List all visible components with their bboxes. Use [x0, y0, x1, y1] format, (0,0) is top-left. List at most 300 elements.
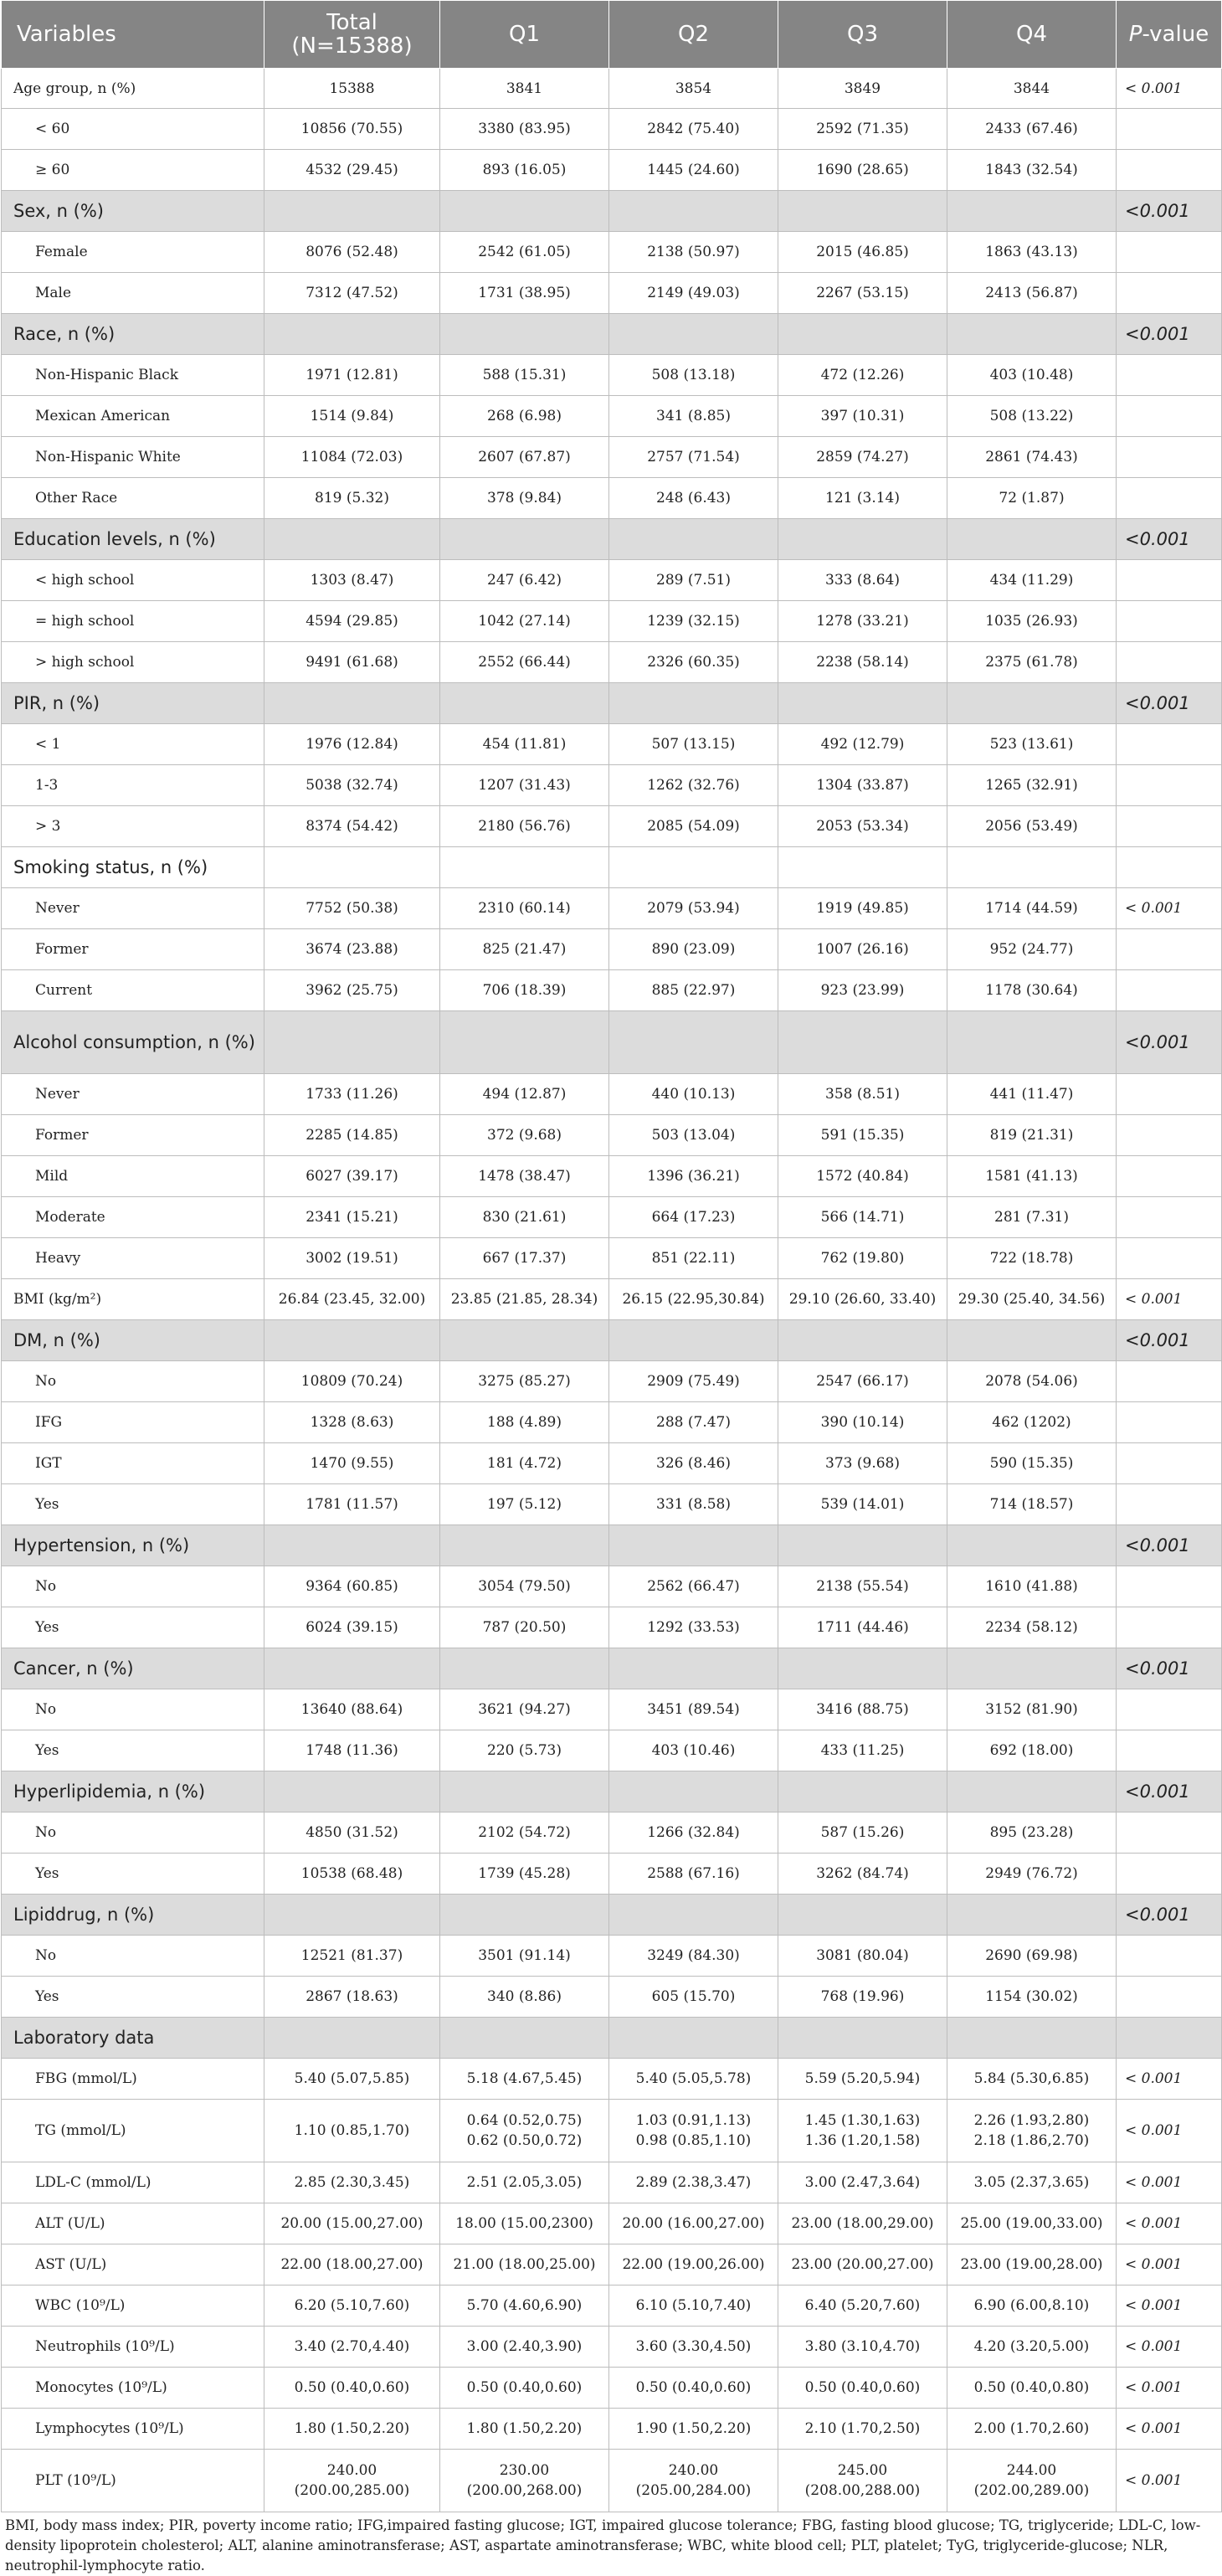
total-cell: 13640 (88.64): [264, 1689, 440, 1730]
row-label: Yes: [2, 1977, 264, 2018]
q1-cell: 1731 (38.95): [440, 273, 609, 314]
table-row: [2, 2409, 1222, 2450]
q4-cell: [947, 2018, 1117, 2059]
total-cell: 10809 (70.24): [264, 1361, 440, 1402]
q4-cell: 1610 (41.88): [947, 1566, 1117, 1607]
p-value-cell: [1117, 560, 1222, 601]
total-cell: 4532 (29.45): [264, 150, 440, 191]
table-row: [2, 191, 1222, 232]
total-cell: 1328 (8.63): [264, 1402, 440, 1443]
total-cell: 4594 (29.85): [264, 601, 440, 642]
header-row: [2, 1, 1222, 69]
q3-cell: 3081 (80.04): [778, 1936, 947, 1977]
q3-cell: 2238 (58.14): [778, 642, 947, 683]
total-cell: 1733 (11.26): [264, 1074, 440, 1115]
q3-cell: 2267 (53.15): [778, 273, 947, 314]
table-row: [2, 1361, 1222, 1402]
q2-cell: 289 (7.51): [609, 560, 778, 601]
total-cell: [264, 1011, 440, 1074]
total-cell: 5.40 (5.07,5.85): [264, 2059, 440, 2100]
q2-cell: 403 (10.46): [609, 1730, 778, 1771]
q3-cell: [778, 1771, 947, 1812]
table-row: [2, 1074, 1222, 1115]
q4-cell: 590 (15.35): [947, 1443, 1117, 1484]
total-cell: 10856 (70.55): [264, 109, 440, 150]
p-value-cell: <0.001: [1117, 191, 1222, 232]
q1-cell: 220 (5.73): [440, 1730, 609, 1771]
q2-cell: 890 (23.09): [609, 929, 778, 970]
q2-cell: 1239 (32.15): [609, 601, 778, 642]
table-row: [2, 2162, 1222, 2203]
row-label: Age group, n (%): [2, 69, 264, 109]
q1-cell: 3380 (83.95): [440, 109, 609, 150]
row-label: AST (U/L): [2, 2244, 264, 2285]
q1-cell: 1207 (31.43): [440, 765, 609, 806]
q2-cell: 0.50 (0.40,0.60): [609, 2368, 778, 2409]
q4-cell: 2949 (76.72): [947, 1854, 1117, 1895]
q4-cell: 1581 (41.13): [947, 1156, 1117, 1197]
p-value-cell: [1117, 355, 1222, 396]
p-value-cell: [1117, 1197, 1222, 1238]
table-row: [2, 150, 1222, 191]
q3-cell: 245.00 (208.00,288.00): [778, 2450, 947, 2512]
p-value-cell: [1117, 601, 1222, 642]
q1-cell: [440, 314, 609, 355]
p-value-cell: < 0.001: [1117, 2450, 1222, 2512]
q3-cell: 29.10 (26.60, 33.40): [778, 1279, 947, 1320]
p-value-cell: [1117, 437, 1222, 478]
q2-cell: [609, 683, 778, 724]
q2-cell: 2079 (53.94): [609, 888, 778, 929]
q4-cell: 722 (18.78): [947, 1238, 1117, 1279]
header-q2: Q2: [609, 1, 778, 69]
q4-cell: [947, 1320, 1117, 1361]
row-label: PIR, n (%): [2, 683, 264, 724]
q1-cell: 3275 (85.27): [440, 1361, 609, 1402]
table-row: [2, 1238, 1222, 1279]
p-value-cell: < 0.001: [1117, 2409, 1222, 2450]
q4-cell: 6.90 (6.00,8.10): [947, 2285, 1117, 2327]
p-value-cell: <0.001: [1117, 519, 1222, 560]
p-value-cell: < 0.001: [1117, 2244, 1222, 2285]
header-p-value: P-value: [1117, 1, 1222, 69]
row-label: Heavy: [2, 1238, 264, 1279]
total-cell: 9491 (61.68): [264, 642, 440, 683]
p-value-cell: <0.001: [1117, 1771, 1222, 1812]
q3-cell: [778, 1320, 947, 1361]
row-label: Never: [2, 1074, 264, 1115]
q2-cell: [609, 2018, 778, 2059]
q1-cell: [440, 1648, 609, 1689]
total-cell: 11084 (72.03): [264, 437, 440, 478]
table-row: [2, 109, 1222, 150]
table-row: [2, 847, 1222, 888]
q1-cell: 2102 (54.72): [440, 1812, 609, 1854]
q2-cell: 851 (22.11): [609, 1238, 778, 1279]
q3-cell: 2.10 (1.70,2.50): [778, 2409, 947, 2450]
table-row: [2, 1771, 1222, 1812]
q1-cell: 893 (16.05): [440, 150, 609, 191]
q2-cell: 2085 (54.09): [609, 806, 778, 847]
q3-cell: 472 (12.26): [778, 355, 947, 396]
row-label: Yes: [2, 1854, 264, 1895]
p-value-cell: [1117, 642, 1222, 683]
row-label: < 1: [2, 724, 264, 765]
q2-cell: 1292 (33.53): [609, 1607, 778, 1648]
row-label: WBC (10⁹/L): [2, 2285, 264, 2327]
q1-cell: 372 (9.68): [440, 1115, 609, 1156]
q2-cell: 6.10 (5.10,7.40): [609, 2285, 778, 2327]
q1-cell: [440, 1320, 609, 1361]
p-value-cell: < 0.001: [1117, 2285, 1222, 2327]
p-value-cell: [1117, 1115, 1222, 1156]
total-cell: 6.20 (5.10,7.60): [264, 2285, 440, 2327]
q4-cell: 1714 (44.59): [947, 888, 1117, 929]
total-cell: 7752 (50.38): [264, 888, 440, 929]
row-label: Former: [2, 929, 264, 970]
p-value-cell: [1117, 1812, 1222, 1854]
row-label: No: [2, 1566, 264, 1607]
q3-cell: 768 (19.96): [778, 1977, 947, 2018]
p-value-cell: <0.001: [1117, 314, 1222, 355]
total-cell: 2.85 (2.30,3.45): [264, 2162, 440, 2203]
q1-cell: 2542 (61.05): [440, 232, 609, 273]
q3-cell: 2859 (74.27): [778, 437, 947, 478]
p-value-cell: [1117, 1566, 1222, 1607]
q3-cell: 1007 (26.16): [778, 929, 947, 970]
q1-cell: [440, 191, 609, 232]
total-cell: 819 (5.32): [264, 478, 440, 519]
total-cell: 12521 (81.37): [264, 1936, 440, 1977]
p-value-cell: [1117, 1238, 1222, 1279]
q1-cell: [440, 2018, 609, 2059]
table-row: [2, 765, 1222, 806]
q2-cell: 2562 (66.47): [609, 1566, 778, 1607]
row-label: Cancer, n (%): [2, 1648, 264, 1689]
table-row: [2, 1279, 1222, 1320]
q2-cell: 2.89 (2.38,3.47): [609, 2162, 778, 2203]
q3-cell: 1304 (33.87): [778, 765, 947, 806]
p-value-cell: < 0.001: [1117, 2203, 1222, 2244]
q1-cell: 18.00 (15.00,2300): [440, 2203, 609, 2244]
total-cell: [264, 1525, 440, 1566]
q4-cell: 2375 (61.78): [947, 642, 1117, 683]
q4-cell: 281 (7.31): [947, 1197, 1117, 1238]
row-label: Alcohol consumption, n (%): [2, 1011, 264, 1074]
q4-cell: 403 (10.48): [947, 355, 1117, 396]
q4-cell: 2056 (53.49): [947, 806, 1117, 847]
q3-cell: [778, 847, 947, 888]
p-value-cell: [1117, 806, 1222, 847]
q4-cell: 5.84 (5.30,6.85): [947, 2059, 1117, 2100]
row-label: IFG: [2, 1402, 264, 1443]
q2-cell: 1396 (36.21): [609, 1156, 778, 1197]
total-cell: [264, 683, 440, 724]
total-cell: 1971 (12.81): [264, 355, 440, 396]
total-cell: 2341 (15.21): [264, 1197, 440, 1238]
q3-cell: 121 (3.14): [778, 478, 947, 519]
q3-cell: 3849: [778, 69, 947, 109]
table-row: [2, 1156, 1222, 1197]
q1-cell: 454 (11.81): [440, 724, 609, 765]
q1-cell: [440, 1895, 609, 1936]
q4-cell: 692 (18.00): [947, 1730, 1117, 1771]
p-value-cell: [1117, 396, 1222, 437]
p-value-cell: [1117, 109, 1222, 150]
q4-cell: 29.30 (25.40, 34.56): [947, 1279, 1117, 1320]
row-label: Race, n (%): [2, 314, 264, 355]
total-cell: [264, 1771, 440, 1812]
q3-cell: 333 (8.64): [778, 560, 947, 601]
q4-cell: 2413 (56.87): [947, 273, 1117, 314]
q4-cell: 2861 (74.43): [947, 437, 1117, 478]
row-label: PLT (10⁹/L): [2, 2450, 264, 2512]
q3-cell: [778, 191, 947, 232]
total-cell: [264, 519, 440, 560]
q3-cell: 2015 (46.85): [778, 232, 947, 273]
q4-cell: 508 (13.22): [947, 396, 1117, 437]
p-value-cell: [1117, 273, 1222, 314]
total-cell: 1303 (8.47): [264, 560, 440, 601]
q2-cell: [609, 314, 778, 355]
q3-cell: 2053 (53.34): [778, 806, 947, 847]
row-label: BMI (kg/m²): [2, 1279, 264, 1320]
total-cell: 7312 (47.52): [264, 273, 440, 314]
q1-cell: 667 (17.37): [440, 1238, 609, 1279]
table-row: [2, 888, 1222, 929]
p-value-cell: < 0.001: [1117, 888, 1222, 929]
q3-cell: [778, 2018, 947, 2059]
q1-cell: 5.70 (4.60,6.90): [440, 2285, 609, 2327]
total-cell: 10538 (68.48): [264, 1854, 440, 1895]
q4-cell: 2433 (67.46): [947, 109, 1117, 150]
q1-cell: 1739 (45.28): [440, 1854, 609, 1895]
p-value-cell: [1117, 1689, 1222, 1730]
table-row: [2, 806, 1222, 847]
q2-cell: 605 (15.70): [609, 1977, 778, 2018]
total-cell: 8374 (54.42): [264, 806, 440, 847]
p-value-cell: <0.001: [1117, 683, 1222, 724]
total-cell: 1470 (9.55): [264, 1443, 440, 1484]
q4-cell: 2690 (69.98): [947, 1936, 1117, 1977]
q3-cell: 0.50 (0.40,0.60): [778, 2368, 947, 2409]
q3-cell: [778, 314, 947, 355]
p-value-cell: [1117, 847, 1222, 888]
q1-cell: 230.00 (200.00,268.00): [440, 2450, 609, 2512]
p-value-cell: [1117, 1854, 1222, 1895]
p-value-cell: <0.001: [1117, 1320, 1222, 1361]
header-total: Total (N=15388): [264, 1, 440, 69]
q4-cell: 1843 (32.54): [947, 150, 1117, 191]
q2-cell: 341 (8.85): [609, 396, 778, 437]
q3-cell: 587 (15.26): [778, 1812, 947, 1854]
q1-cell: 588 (15.31): [440, 355, 609, 396]
q3-cell: 390 (10.14): [778, 1402, 947, 1443]
total-cell: 3674 (23.88): [264, 929, 440, 970]
q1-cell: 3054 (79.50): [440, 1566, 609, 1607]
p-value-cell: [1117, 2018, 1222, 2059]
q3-cell: [778, 683, 947, 724]
table-row: [2, 2368, 1222, 2409]
row-label: Neutrophils (10⁹/L): [2, 2327, 264, 2368]
p-value-cell: [1117, 1402, 1222, 1443]
row-label: DM, n (%): [2, 1320, 264, 1361]
q4-cell: 3152 (81.90): [947, 1689, 1117, 1730]
row-label: Hypertension, n (%): [2, 1525, 264, 1566]
table-row: [2, 2100, 1222, 2162]
q4-cell: 1178 (30.64): [947, 970, 1117, 1011]
q4-cell: 0.50 (0.40,0.80): [947, 2368, 1117, 2409]
table-row: [2, 724, 1222, 765]
table-row: [2, 437, 1222, 478]
q1-cell: 494 (12.87): [440, 1074, 609, 1115]
q1-cell: 0.50 (0.40,0.60): [440, 2368, 609, 2409]
q3-cell: [778, 1011, 947, 1074]
q2-cell: [609, 1525, 778, 1566]
header-q3: Q3: [778, 1, 947, 69]
q2-cell: 1445 (24.60): [609, 150, 778, 191]
q3-cell: 3.00 (2.47,3.64): [778, 2162, 947, 2203]
table-row: [2, 273, 1222, 314]
total-cell: 2285 (14.85): [264, 1115, 440, 1156]
table-row: [2, 1730, 1222, 1771]
p-value-cell: <0.001: [1117, 1525, 1222, 1566]
q2-cell: 2842 (75.40): [609, 109, 778, 150]
table-row: [2, 519, 1222, 560]
q4-cell: 1265 (32.91): [947, 765, 1117, 806]
q3-cell: 3416 (88.75): [778, 1689, 947, 1730]
p-value-cell: < 0.001: [1117, 2327, 1222, 2368]
row-label: No: [2, 1812, 264, 1854]
q2-cell: 1262 (32.76): [609, 765, 778, 806]
p-value-cell: [1117, 929, 1222, 970]
total-cell: [264, 191, 440, 232]
p-letter: P: [1128, 22, 1142, 47]
q4-cell: 952 (24.77): [947, 929, 1117, 970]
row-label: Lipiddrug, n (%): [2, 1895, 264, 1936]
q4-cell: 895 (23.28): [947, 1812, 1117, 1854]
q4-cell: 72 (1.87): [947, 478, 1117, 519]
q2-cell: 3854: [609, 69, 778, 109]
table-row: [2, 601, 1222, 642]
q4-cell: 2.00 (1.70,2.60): [947, 2409, 1117, 2450]
q3-cell: 492 (12.79): [778, 724, 947, 765]
row-label: Smoking status, n (%): [2, 847, 264, 888]
q2-cell: 248 (6.43): [609, 478, 778, 519]
table-row: [2, 69, 1222, 109]
q1-cell: 2.51 (2.05,3.05): [440, 2162, 609, 2203]
row-label: TG (mmol/L): [2, 2100, 264, 2162]
row-label: Other Race: [2, 478, 264, 519]
total-cell: 0.50 (0.40,0.60): [264, 2368, 440, 2409]
q3-cell: 1278 (33.21): [778, 601, 947, 642]
q2-cell: 2326 (60.35): [609, 642, 778, 683]
table-row: [2, 478, 1222, 519]
row-label: Mexican American: [2, 396, 264, 437]
total-cell: 2867 (18.63): [264, 1977, 440, 2018]
q2-cell: 3451 (89.54): [609, 1689, 778, 1730]
row-label: No: [2, 1361, 264, 1402]
total-cell: [264, 2018, 440, 2059]
q4-cell: [947, 683, 1117, 724]
q3-cell: 5.59 (5.20,5.94): [778, 2059, 947, 2100]
table-row: [2, 1402, 1222, 1443]
row-label: Lymphocytes (10⁹/L): [2, 2409, 264, 2450]
q4-cell: 1154 (30.02): [947, 1977, 1117, 2018]
header-variables: Variables: [2, 1, 264, 69]
q4-cell: 23.00 (19.00,28.00): [947, 2244, 1117, 2285]
row-label: No: [2, 1689, 264, 1730]
row-label: Former: [2, 1115, 264, 1156]
table-row: [2, 355, 1222, 396]
q3-cell: 762 (19.80): [778, 1238, 947, 1279]
total-cell: 1.10 (0.85,1.70): [264, 2100, 440, 2162]
row-label: ≥ 60: [2, 150, 264, 191]
q2-cell: [609, 1771, 778, 1812]
q4-cell: 1035 (26.93): [947, 601, 1117, 642]
q4-cell: [947, 519, 1117, 560]
q2-cell: 507 (13.15): [609, 724, 778, 765]
total-cell: 240.00 (200.00,285.00): [264, 2450, 440, 2512]
q4-cell: 244.00 (202.00,289.00): [947, 2450, 1117, 2512]
total-cell: 9364 (60.85): [264, 1566, 440, 1607]
table-row: [2, 1812, 1222, 1854]
p-value-cell: [1117, 765, 1222, 806]
q1-cell: [440, 1525, 609, 1566]
q1-cell: 2310 (60.14): [440, 888, 609, 929]
q1-cell: 5.18 (4.67,5.45): [440, 2059, 609, 2100]
q3-cell: 1919 (49.85): [778, 888, 947, 929]
header-q4: Q4: [947, 1, 1117, 69]
q2-cell: 331 (8.58): [609, 1484, 778, 1525]
q2-cell: 664 (17.23): [609, 1197, 778, 1238]
q1-cell: 3.00 (2.40,3.90): [440, 2327, 609, 2368]
total-cell: 22.00 (18.00,27.00): [264, 2244, 440, 2285]
q2-cell: 1266 (32.84): [609, 1812, 778, 1854]
table-row: [2, 1525, 1222, 1566]
table-row: [2, 2327, 1222, 2368]
table-row: [2, 642, 1222, 683]
q1-cell: 3841: [440, 69, 609, 109]
table-row: [2, 2285, 1222, 2327]
q2-cell: 326 (8.46): [609, 1443, 778, 1484]
p-value-cell: [1117, 478, 1222, 519]
q1-cell: 2180 (56.76): [440, 806, 609, 847]
q3-cell: [778, 1648, 947, 1689]
q2-cell: 20.00 (16.00,27.00): [609, 2203, 778, 2244]
row-label: Monocytes (10⁹/L): [2, 2368, 264, 2409]
row-label: 1-3: [2, 765, 264, 806]
total-cell: 1748 (11.36): [264, 1730, 440, 1771]
q1-cell: [440, 1771, 609, 1812]
q4-cell: 25.00 (19.00,33.00): [947, 2203, 1117, 2244]
row-label: Mild: [2, 1156, 264, 1197]
q4-cell: [947, 314, 1117, 355]
table-row: [2, 1977, 1222, 2018]
table-row: [2, 1443, 1222, 1484]
table-row: [2, 1115, 1222, 1156]
q1-cell: [440, 847, 609, 888]
table-row: [2, 929, 1222, 970]
q3-cell: [778, 1525, 947, 1566]
q2-cell: 508 (13.18): [609, 355, 778, 396]
q4-cell: 3.05 (2.37,3.65): [947, 2162, 1117, 2203]
q4-cell: [947, 1895, 1117, 1936]
total-cell: 3962 (25.75): [264, 970, 440, 1011]
table-row: [2, 2203, 1222, 2244]
q4-cell: 2.26 (1.93,2.80) 2.18 (1.86,2.70): [947, 2100, 1117, 2162]
q3-cell: 433 (11.25): [778, 1730, 947, 1771]
